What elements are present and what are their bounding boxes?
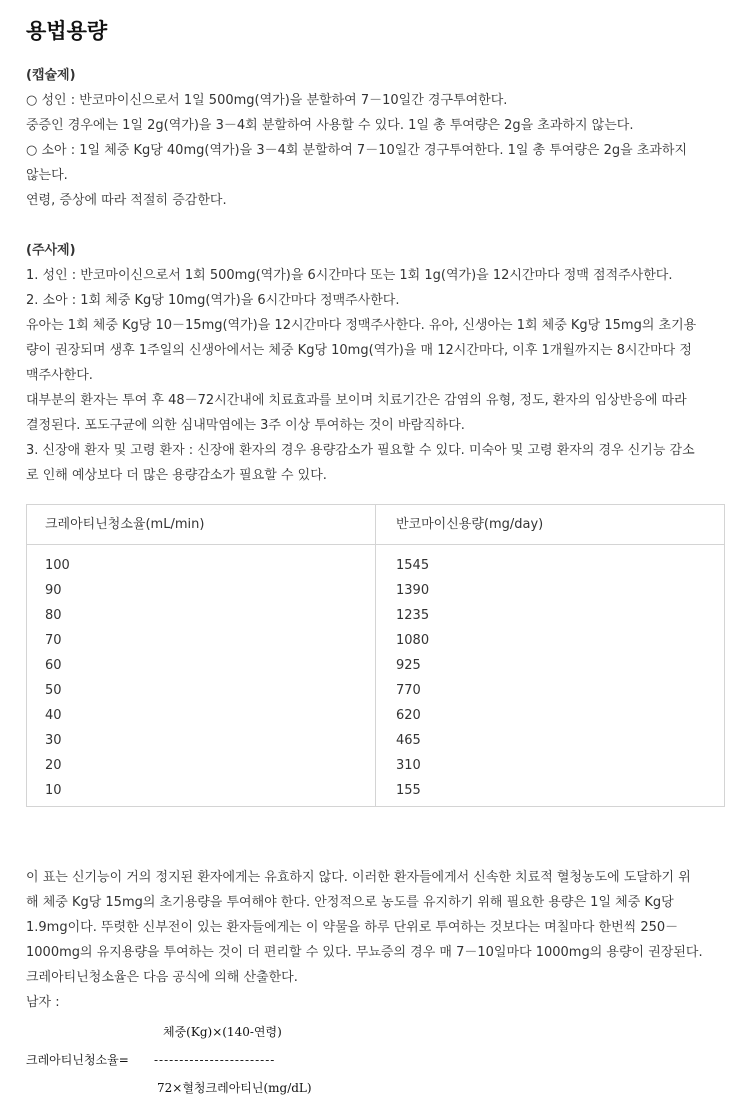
injection-line: 대부분의 환자는 투여 후 48－72시간내에 치료효과를 보이며 치료기간은 감염의 유형, 정도, 환자의 임상반응에 따라 [26,393,687,408]
table-row [27,678,724,703]
page-title: 용법용량 [26,19,108,43]
note-line: 이 표는 신기능이 거의 정지된 환자에게는 유효하지 않다. 이러한 환자들에게서 신속한 치료적 혈청농도에 도달하기 위 [26,870,691,885]
injection-line: 유아는 1회 체중 Kg당 10－15mg(역가)을 12시간마다 정맥주사한다. 유아, 신생아는 1회 체중 Kg당 15mg의 초기용 [26,318,697,333]
note-line: 1000mg의 유지용량을 투여하는 것이 더 편리할 수 있다. 무뇨증의 경우 매 7－10일마다 1000mg의 용량이 권장된다. [26,945,703,960]
injection-line: 량이 권장되며 생후 1주일의 신생아에서는 체중 Kg당 10mg(역가)을 매 12시간마다, 이후 1개월까지는 8시간마다 정 [26,343,692,358]
capsule-heading: (캡슐제) [26,68,76,83]
note-line: 해 체중 Kg당 15mg의 초기용량을 투여해야 한다. 안정적으로 농도를 유지하기 위해 필요한 용량은 1일 체중 Kg당 [26,895,674,910]
formula-label: 크레아티닌청소율= [26,1053,129,1067]
formula-denominator: 72×혈청크레아티닌(mg/dL) [157,1081,312,1095]
clearance-cell: 10 [45,783,62,798]
injection-line: 맥주사한다. [26,368,93,383]
note-line: 1.9mg이다. 뚜렷한 신부전이 있는 환자들에게는 이 약물을 하루 단위로 투여하는 것보다는 며칠마다 한번씩 250－ [26,920,679,935]
dose-cell: 620 [396,708,421,723]
table-row [27,728,724,753]
table-row [27,603,724,628]
dose-cell: 1235 [396,608,430,623]
clearance-cell: 40 [45,708,62,723]
clearance-cell: 20 [45,758,62,773]
capsule-line: 않는다. [26,168,68,183]
capsule-line: ○ 소아 : 1일 체중 Kg당 40mg(역가)을 3－4회 분할하여 7－10일간 경구투여한다. 1일 총 투여량은 2g을 초과하지 [26,143,688,158]
table-row [27,628,724,653]
table-body [27,553,724,803]
injection-line: 2. 소아 : 1회 체중 Kg당 10mg(역가)을 6시간마다 정맥주사한다. [26,293,400,308]
dosage-table [26,504,725,807]
header-creatinine-clearance: 크레아티닌청소율(mL/min) [45,517,205,532]
note-line: 크레아티닌청소율은 다음 공식에 의해 산출한다. [26,970,298,985]
clearance-cell: 70 [45,633,62,648]
dose-cell: 925 [396,658,421,673]
injection-line: 결정된다. 포도구균에 의한 심내막염에는 3주 이상 투여하는 것이 바람직하다. [26,418,465,433]
table-row [27,778,724,803]
table-row [27,703,724,728]
dose-cell: 310 [396,758,421,773]
table-row [27,653,724,678]
note-line: 남자 : [26,995,60,1010]
dose-cell: 1390 [396,583,430,598]
clearance-cell: 100 [45,558,70,573]
dose-cell: 1545 [396,558,430,573]
dose-cell: 1080 [396,633,430,648]
injection-line: 3. 신장애 환자 및 고령 환자 : 신장애 환자의 경우 용량감소가 필요할 수 있다. 미숙아 및 고령 환자의 경우 신기능 감소 [26,443,695,458]
dose-cell: 465 [396,733,421,748]
table-row [27,578,724,603]
capsule-line: ○ 성인 : 반코마이신으로서 1일 500mg(역가)을 분할하여 7－10일간 경구투여한다. [26,93,508,108]
clearance-cell: 80 [45,608,62,623]
formula-divider: ------------------------ [154,1053,276,1067]
capsule-line: 연령, 증상에 따라 적절히 증감한다. [26,193,227,208]
injection-line: 1. 성인 : 반코마이신으로서 1회 500mg(역가)을 6시간마다 또는 1회 1g(역가)을 12시간마다 정맥 점적주사한다. [26,268,673,283]
clearance-cell: 60 [45,658,62,673]
capsule-line: 중증인 경우에는 1일 2g(역가)을 3－4회 분할하여 사용할 수 있다. 1일 총 투여량은 2g을 초과하지 않는다. [26,118,634,133]
formula-numerator: 체중(Kg)×(140-연령) [163,1025,282,1039]
clearance-cell: 30 [45,733,62,748]
dose-cell: 770 [396,683,421,698]
table-row [27,553,724,578]
header-vancomycin-dose: 반코마이신용량(mg/day) [396,517,544,532]
table-row [27,753,724,778]
clearance-cell: 90 [45,583,62,598]
injection-heading: (주사제) [26,243,76,258]
dose-cell: 155 [396,783,421,798]
clearance-cell: 50 [45,683,62,698]
injection-line: 로 인해 예상보다 더 많은 용량감소가 필요할 수 있다. [26,468,327,483]
